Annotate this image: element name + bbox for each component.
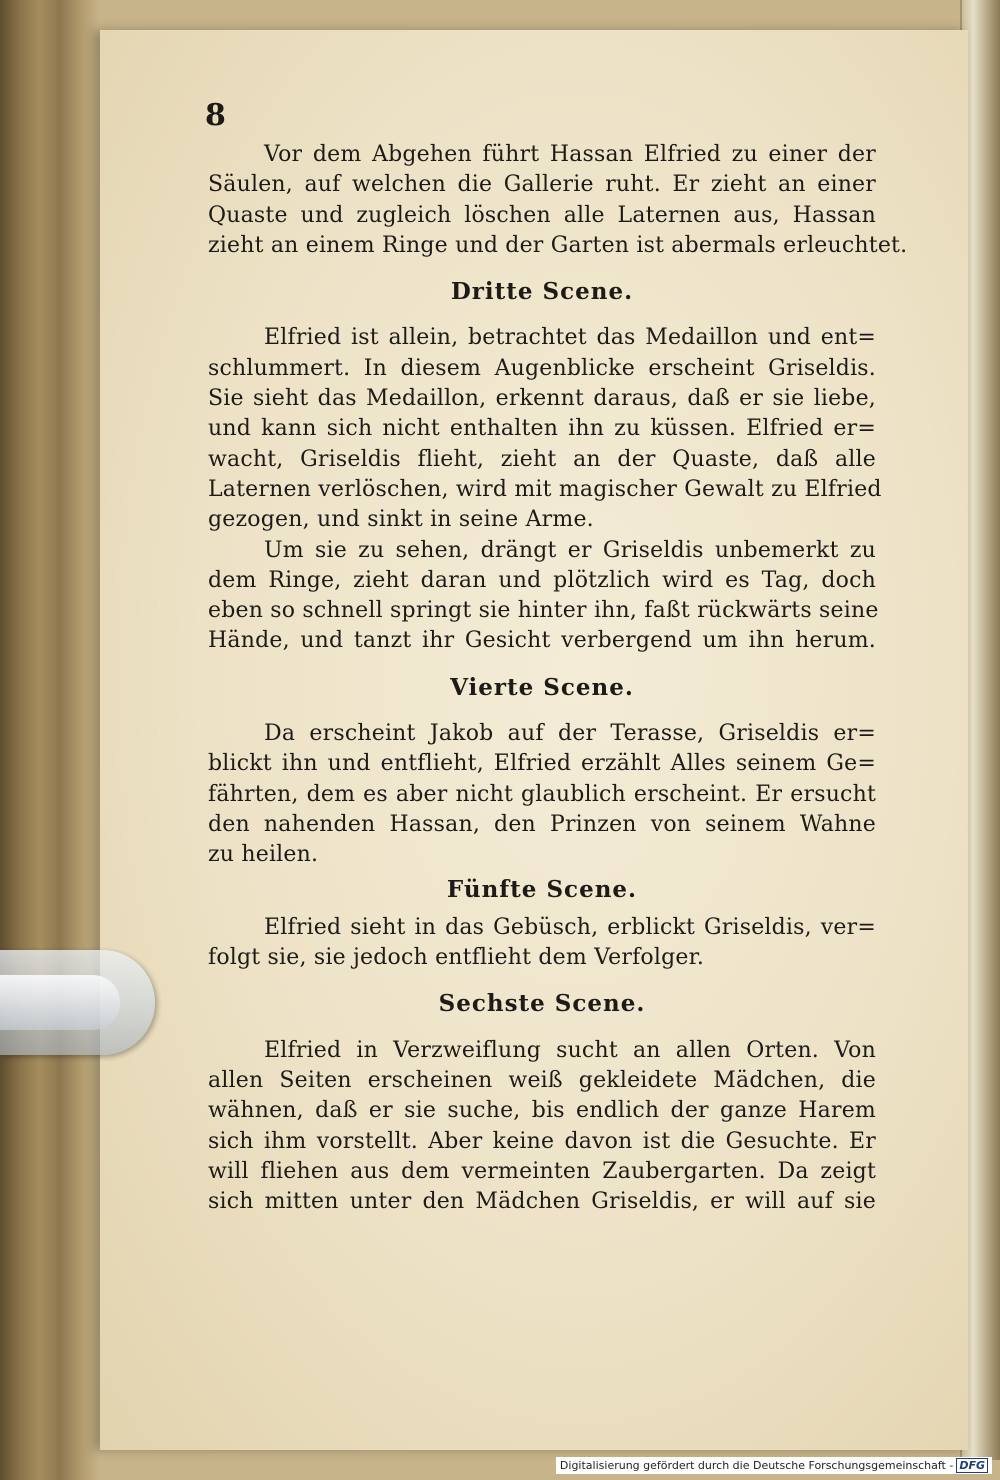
text-line: gezogen, und sinkt in seine Arme. bbox=[208, 507, 594, 533]
text-line: Säulen, auf welchen die Gallerie ruht. Er zieht an einer bbox=[208, 172, 876, 198]
text-line: und kann sich nicht enthalten ihn zu küssen. Elfried er= bbox=[208, 416, 876, 442]
text-line: eben so schnell springt sie hinter ihn, faßt rückwärts seine bbox=[208, 598, 879, 624]
page-text bbox=[208, 140, 908, 1218]
text-line: zu heilen. bbox=[208, 842, 319, 868]
scene-heading: Vierte Scene. bbox=[450, 673, 634, 701]
text-line: wacht, Griseldis flieht, zieht an der Quaste, daß alle bbox=[208, 446, 876, 472]
paragraph bbox=[208, 140, 908, 261]
text-line: Elfried in Verzweiflung sucht an allen Orten. Von bbox=[264, 1037, 876, 1063]
scene-heading: Fünfte Scene. bbox=[446, 875, 638, 903]
digitization-credit bbox=[556, 1457, 992, 1474]
text-line: Um sie zu sehen, drängt er Griseldis unbemerkt zu bbox=[264, 537, 876, 563]
page-number: 8 bbox=[205, 98, 226, 133]
text-line: Vor dem Abgehen führt Hassan Elfried zu einer der bbox=[264, 142, 876, 167]
text-line: fährten, dem es aber nicht glaublich erscheint. Er ersucht bbox=[208, 781, 876, 807]
paragraph bbox=[208, 536, 879, 657]
text-line: dem Ringe, zieht daran und plötzlich wird es Tag, doch bbox=[208, 567, 876, 593]
text-line: blickt ihn und entflieht, Elfried erzählt Alles seinem Ge= bbox=[208, 751, 876, 777]
credit-text: Digitalisierung gefördert durch die Deutsche Forschungsgemeinschaft - bbox=[559, 1459, 954, 1472]
paragraph bbox=[208, 719, 876, 870]
scene-heading: Sechste Scene. bbox=[438, 990, 646, 1018]
text-line: zieht an einem Ringe und der Garten ist abermals erleuchtet. bbox=[208, 232, 908, 258]
text-line: Da erscheint Jakob auf der Terasse, Griseldis er= bbox=[264, 721, 876, 747]
text-line: Laternen verlöschen, wird mit magischer Gewalt zu Elfried bbox=[208, 476, 882, 502]
paragraph bbox=[208, 913, 876, 974]
dfg-logo: DFG bbox=[956, 1458, 988, 1473]
paragraph bbox=[208, 323, 882, 535]
text-line: schlummert. In diesem Augenblicke erscheint Griseldis. bbox=[208, 355, 876, 381]
text-line: Quaste und zugleich löschen alle Laternen aus, Hassan bbox=[208, 202, 876, 228]
text-line: Hände, und tanzt ihr Gesicht verbergend um ihn herum. bbox=[208, 628, 876, 654]
text-line: den nahenden Hassan, den Prinzen von seinem Wahne bbox=[208, 811, 876, 837]
text-line: allen Seiten erscheinen weiß gekleidete Mädchen, die bbox=[208, 1068, 876, 1094]
text-line: Sie sieht das Medaillon, erkennt daraus, daß er sie liebe, bbox=[208, 386, 876, 412]
text-line: sich mitten unter den Mädchen Griseldis, er will auf sie bbox=[208, 1189, 876, 1215]
page-clip-highlight bbox=[0, 975, 120, 1030]
text-line: folgt sie, sie jedoch entflieht dem Verfolger. bbox=[208, 945, 705, 971]
text-line: sich ihm vorstellt. Aber keine davon ist die Gesuchte. Er bbox=[208, 1128, 876, 1154]
text-line: wähnen, daß er sie suche, bis endlich der ganze Harem bbox=[208, 1098, 876, 1124]
text-line: Elfried sieht in das Gebüsch, erblickt Griseldis, ver= bbox=[264, 914, 876, 940]
paragraph bbox=[208, 1036, 876, 1218]
scene-heading: Dritte Scene. bbox=[450, 278, 634, 306]
text-line: Elfried ist allein, betrachtet das Medaillon und ent= bbox=[264, 325, 876, 351]
text-line: will fliehen aus dem vermeinten Zaubergarten. Da zeigt bbox=[208, 1158, 876, 1184]
